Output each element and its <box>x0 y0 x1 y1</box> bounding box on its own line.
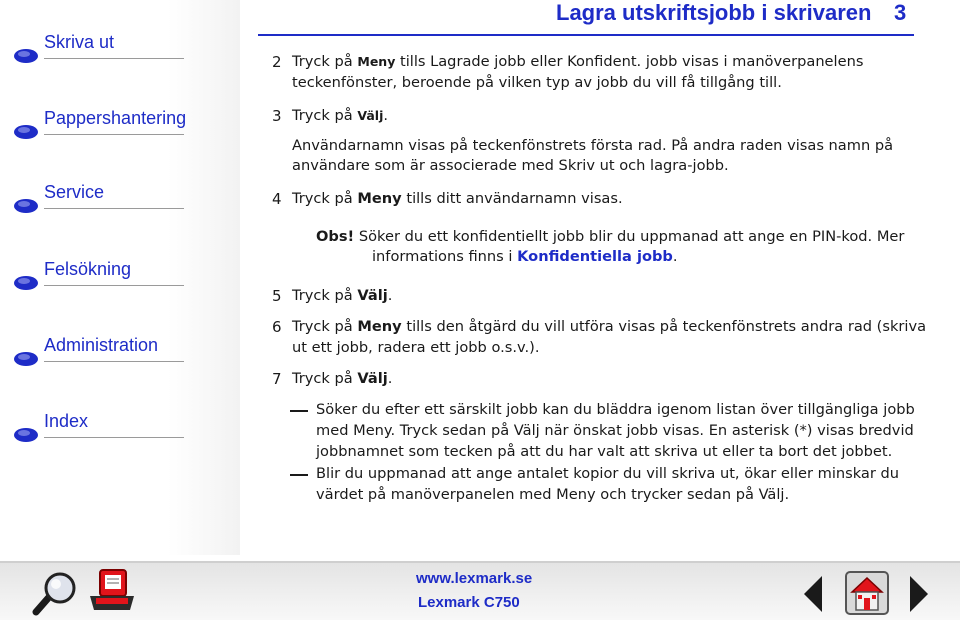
key-valj: Välj <box>357 108 384 123</box>
home-icon[interactable] <box>844 570 890 616</box>
sidebar-item-label: Pappershantering <box>44 108 187 128</box>
obs-text: Söker du ett konfidentiellt jobb blir du uppmanad att ange en PIN-kod. Mer <box>354 228 905 245</box>
key-meny: Meny <box>357 190 402 207</box>
sidebar-divider <box>44 285 184 286</box>
step-text: Tryck på <box>292 190 358 207</box>
step-number: 5 <box>272 287 282 305</box>
oval-bullet-icon <box>12 196 40 216</box>
step-number: 2 <box>272 53 282 71</box>
sidebar-item-skriva-ut[interactable] <box>0 28 190 68</box>
sidebar-item-felsokning[interactable] <box>0 255 190 295</box>
step-text: . <box>383 107 389 124</box>
header-divider <box>258 34 914 36</box>
step-number: 7 <box>272 370 282 388</box>
step-number: 3 <box>272 107 282 125</box>
step-text: tills den åtgärd du vill utföra visas på teckenfönstrets andra rad (skriva <box>401 318 927 335</box>
step-number: 6 <box>272 318 282 336</box>
sidebar-item-label: Administration <box>44 335 159 355</box>
sidebar-item-pappershantering[interactable] <box>0 104 190 144</box>
sidebar-divider <box>44 361 184 362</box>
step-2-text <box>292 52 863 72</box>
sidebar-divider <box>44 58 184 59</box>
page-number: 3 <box>894 0 907 25</box>
step-text: . <box>387 370 393 387</box>
step-text: Tryck på <box>292 318 358 335</box>
step-6-text <box>292 317 926 337</box>
sidebar-item-label: Service <box>44 182 105 202</box>
sidebar-item-service[interactable] <box>0 178 190 218</box>
obs-text: . <box>672 248 678 265</box>
key-meny: Meny <box>357 54 396 69</box>
oval-bullet-icon <box>12 46 40 66</box>
bullet-1-line2: med Meny. Tryck sedan på Välj när önskat jobb visas. En asterisk (*) visas bredvid <box>316 422 914 439</box>
oval-bullet-icon <box>12 425 40 445</box>
step-6-line2: ut ett jobb, radera ett jobb o.s.v.). <box>292 339 540 356</box>
step-3-note-line2: användare som är associerade med Skriv ut och lagra-jobb. <box>292 157 729 174</box>
sidebar-item-index[interactable] <box>0 407 190 447</box>
sidebar-divider <box>44 208 184 209</box>
obs-text: informations finns i <box>372 248 518 265</box>
sidebar-item-administration[interactable] <box>0 331 190 371</box>
sidebar-nav <box>0 0 240 555</box>
sidebar-divider <box>44 134 184 135</box>
back-arrow-icon[interactable] <box>800 574 826 614</box>
sidebar-item-label: Skriva ut <box>44 32 115 52</box>
sidebar-item-label: Index <box>44 411 89 431</box>
step-number: 4 <box>272 190 282 208</box>
footer-website-link[interactable]: www.lexmark.se <box>416 570 533 587</box>
step-3-note-line1: Användarnamn visas på teckenfönstrets första rad. På andra raden visas namn på <box>292 137 894 154</box>
obs-note-line2 <box>372 247 678 267</box>
key-valj: Välj <box>357 370 388 387</box>
step-text: tills ditt användarnamn visas. <box>401 190 623 207</box>
step-7-text <box>292 369 392 389</box>
konfidentiella-jobb-link[interactable]: Konfidentiella jobb <box>517 248 673 265</box>
step-4-text <box>292 189 623 209</box>
sidebar-item-label: Felsökning <box>44 259 132 279</box>
oval-bullet-icon <box>12 122 40 142</box>
bullet-1-line3: jobbnamnet som tecken på att du har valt att skriva ut eller ta bort det jobbet. <box>316 443 893 460</box>
footer-model-name: Lexmark C750 <box>418 594 520 611</box>
bullet-2-line2: värdet på manöverpanelen med Meny och trycker sedan på Välj. <box>316 486 790 503</box>
bullet-1-line1: Söker du efter ett särskilt jobb kan du bläddra igenom listan över tillgängliga jobb <box>316 401 915 418</box>
key-valj: Välj <box>357 287 388 304</box>
sidebar-divider <box>44 437 184 438</box>
step-text: Tryck på <box>292 107 358 124</box>
print-icon[interactable] <box>86 566 138 614</box>
key-meny: Meny <box>357 318 402 335</box>
step-text: Tryck på <box>292 370 358 387</box>
step-5-text <box>292 286 392 306</box>
magnifier-icon[interactable] <box>28 570 82 616</box>
obs-note-line1 <box>316 227 904 247</box>
oval-bullet-icon <box>12 349 40 369</box>
step-3-text <box>292 106 388 126</box>
dash-bullet <box>290 474 308 476</box>
step-2-line2: teckenfönster, beroende på vilken typ av jobb du vill få tillgång till. <box>292 74 782 91</box>
forward-arrow-icon[interactable] <box>906 574 932 614</box>
obs-label: Obs! <box>316 228 355 245</box>
step-text: Tryck på <box>292 53 358 70</box>
step-text: tills Lagrade jobb eller Konfident. jobb visas i manöverpanelens <box>395 53 864 70</box>
step-text: . <box>387 287 393 304</box>
step-text: Tryck på <box>292 287 358 304</box>
page-title: Lagra utskriftsjobb i skrivaren <box>556 0 872 25</box>
oval-bullet-icon <box>12 273 40 293</box>
dash-bullet <box>290 410 308 412</box>
bullet-2-line1: Blir du uppmanad att ange antalet kopior du vill skriva ut, ökar eller minskar du <box>316 465 900 482</box>
